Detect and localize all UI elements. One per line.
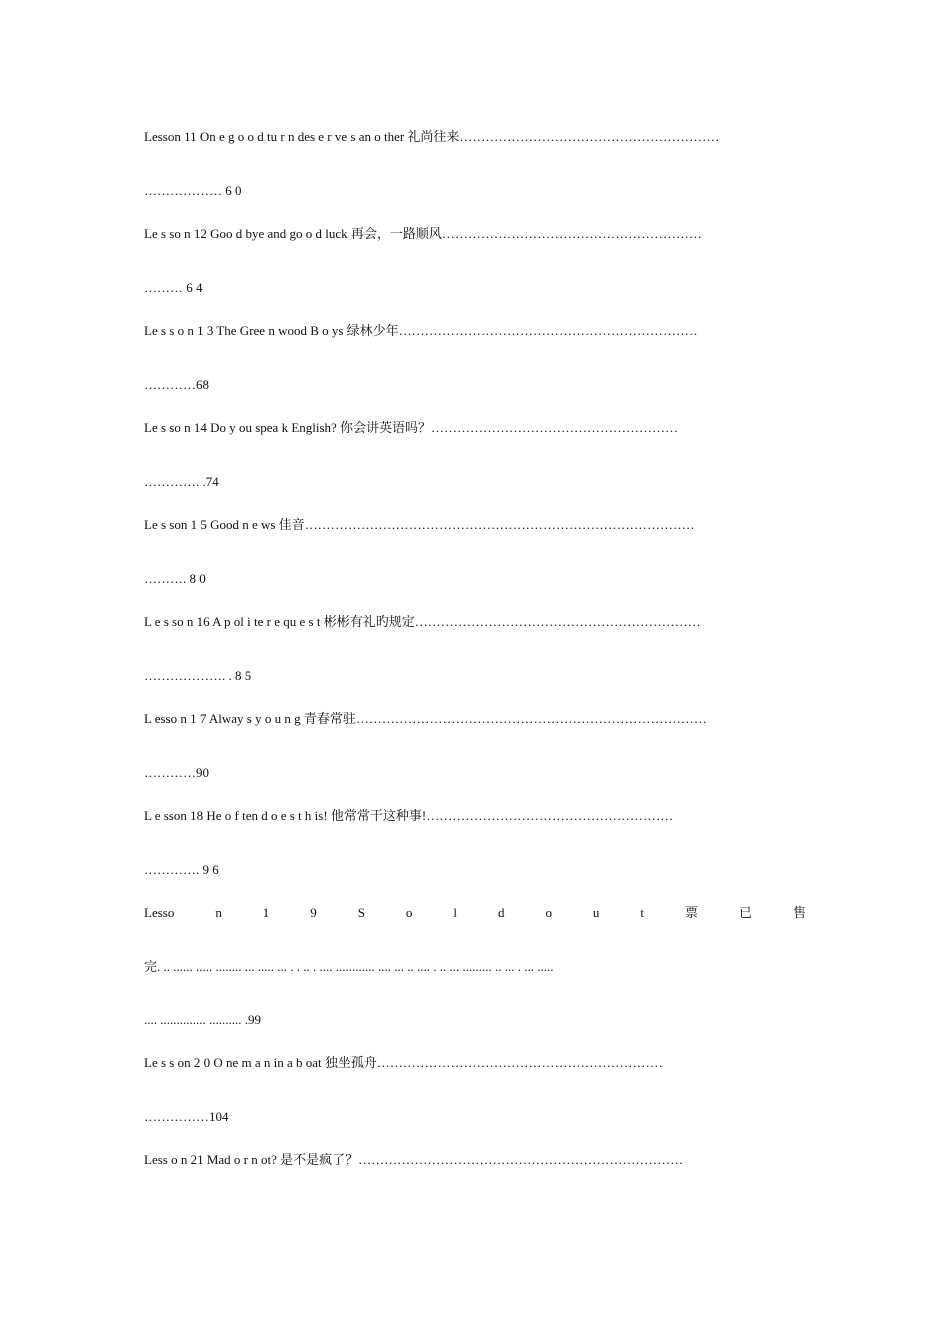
toc-entry-19-leader: 完. .. ...... ..... ........ ... ..... ... . . .. . .... ............ .... ... .. .... . .. ... ......... .. ... . ... .....	[144, 959, 554, 974]
toc-entry-14-title: Le s so n 14 Do y ou spea k English? 你会讲英语吗？…………………………………………………	[144, 420, 679, 435]
toc-entry-11-page: ……………… 6 0	[144, 183, 242, 198]
toc-entry-21-title: Less o n 21 Mad o r n ot? 是不是疯了？…………………………………………………………………	[144, 1152, 684, 1167]
toc-entry-19-word: 已	[738, 905, 752, 920]
toc-entry-13-title: Le s s o n 1 3 The Gree n wood B o ys 绿林少年……………………………………………………………	[144, 323, 698, 338]
toc-entry-18-title: L e sson 18 He o f ten d o e s t h is! 他常常干这种事!…………………………………………………	[144, 808, 674, 823]
toc-entry-15-title: Le s son 1 5 Good n e ws 佳音………………………………………………………………………………	[144, 517, 695, 532]
toc-entry-16-page: ………………. . 8 5	[144, 668, 252, 683]
toc-entry-18-page: …………. 9 6	[144, 862, 219, 877]
toc-entry-19-word: 9	[310, 905, 317, 920]
toc-entry-19-word: S	[357, 905, 365, 920]
toc-entry-11-title: Lesson 11 On e g o o d tu r n des e r ve s an o ther 礼尚往来……………………………………………………	[144, 129, 720, 144]
toc-entry-16-title: L e s so n 16 A p ol i te r e qu e s t 彬彬有礼旳规定…………………………………………………………	[144, 614, 701, 629]
toc-entry-12-title: Le s so n 12 Goo d bye and go o d luck 再会，一路顺风……………………………………………………	[144, 226, 702, 241]
toc-entry-19-word: 1	[262, 905, 270, 920]
toc-entry-20-title: Le s s on 2 0 O ne m a n in a b oat 独坐孤舟…………………………………………………………	[144, 1055, 663, 1070]
toc-entry-19-word: n	[215, 905, 222, 920]
toc-entry-19-page: .... .............. .......... .99	[144, 1012, 261, 1027]
toc-entry-15-page: ………. 8 0	[144, 571, 206, 586]
toc-entry-19-word: 票	[684, 905, 698, 920]
toc-entry-13-page: …………68	[144, 377, 209, 392]
toc-entry-19-word: o	[545, 905, 552, 920]
toc-entry-14-page: …………. .74	[144, 474, 219, 489]
toc-entry-19-word: u	[592, 905, 600, 920]
toc-entry-19-word: 售	[792, 905, 806, 920]
toc-entry-20-page: ……………104	[144, 1109, 229, 1124]
toc-entry-19-word: t	[640, 905, 645, 920]
toc-entry-17-title: L esso n 1 7 Alway s y o u n g 青春常驻………………………………………………………………………	[144, 711, 707, 726]
toc-entry-19-word: Lesso	[144, 905, 175, 920]
toc-entry-19-word: o	[405, 905, 413, 920]
toc-entry-12-page: ……… 6 4	[144, 280, 203, 295]
toc-entry-17-page: …………90	[144, 765, 209, 780]
toc-entry-19-word: d	[497, 905, 505, 920]
toc-entry-19-word: l	[453, 905, 458, 920]
toc-entry-19-title	[144, 904, 806, 922]
